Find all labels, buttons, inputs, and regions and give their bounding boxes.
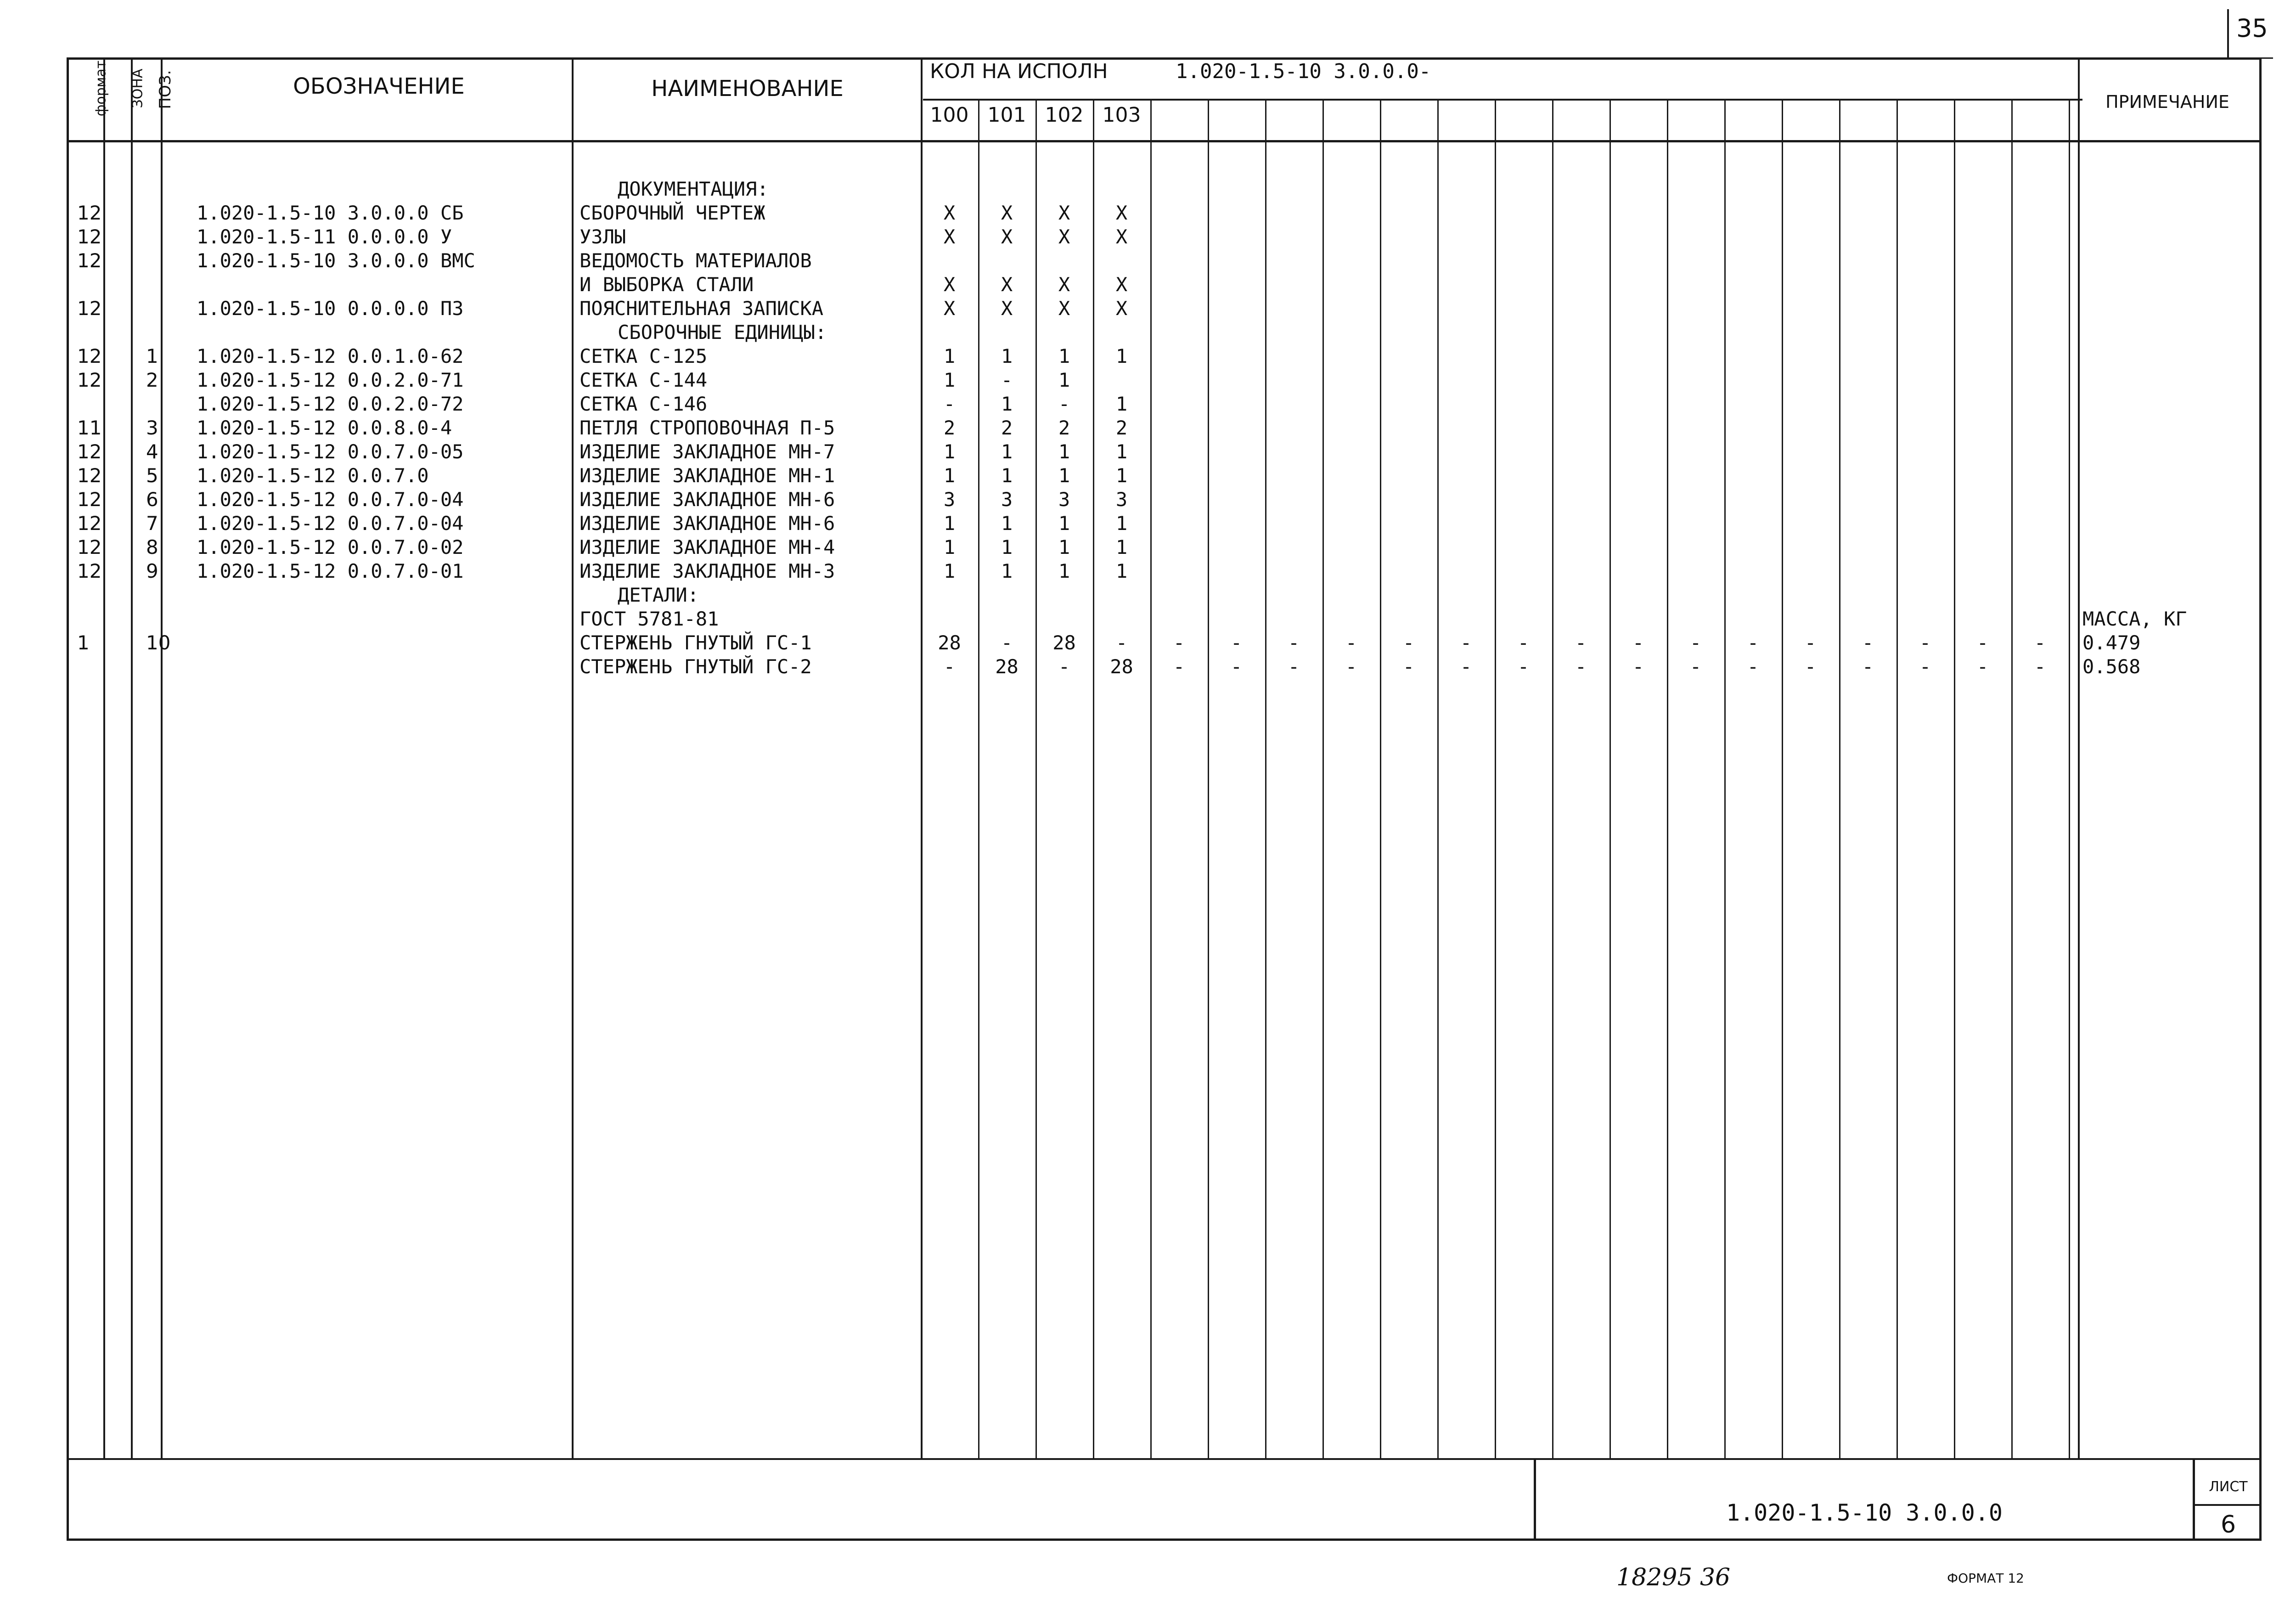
empty-dash-cell: -	[1517, 631, 1530, 654]
name-cell: СЕТКА С-144	[580, 369, 708, 391]
quantity-cell: 3	[1001, 488, 1013, 511]
empty-dash-cell: -	[1689, 631, 1702, 654]
quantity-cell: 3	[1115, 488, 1128, 511]
position-cell: 1	[146, 345, 158, 367]
corner-mark	[2227, 9, 2229, 60]
qty-subheader-line	[923, 99, 2082, 101]
quantity-cell: 1	[1058, 512, 1070, 535]
name-cell: СБОРОЧНЫЙ ЧЕРТЕЖ	[580, 202, 765, 224]
quantity-cell: 1	[943, 512, 956, 535]
sheet-label: ЛИСТ	[2209, 1479, 2248, 1495]
designation-cell: 1.020-1.5-12 0.0.7.0-05	[197, 440, 464, 463]
format-cell: 12	[77, 369, 102, 391]
empty-dash-cell: -	[1345, 655, 1357, 678]
empty-dash-cell: -	[1632, 631, 1644, 654]
quantity-cell: 2	[1115, 417, 1128, 439]
quantity-cell: X	[943, 297, 956, 320]
quantity-cell: X	[1115, 225, 1128, 248]
quantity-cell: X	[1001, 202, 1013, 224]
name-cell: ИЗДЕЛИЕ ЗАКЛАДНОЕ МН-1	[580, 464, 835, 487]
position-cell: 10	[146, 631, 171, 654]
quantity-cell: 28	[1110, 655, 1133, 678]
column-line	[161, 57, 163, 1458]
handwritten-number: 18295 36	[1616, 1564, 1731, 1591]
quantity-cell: 2	[943, 417, 956, 439]
quantity-cell: 1	[1115, 560, 1128, 582]
column-line	[1208, 99, 1209, 1458]
column-line	[1265, 99, 1266, 1458]
quantity-cell: X	[943, 273, 956, 296]
position-cell: 6	[146, 488, 158, 511]
empty-dash-cell: -	[1230, 631, 1243, 654]
empty-dash-cell: -	[1747, 655, 1759, 678]
qty-header: КОЛ НА ИСПОЛН	[930, 60, 1108, 83]
column-line	[1782, 99, 1783, 1458]
designation-cell: 1.020-1.5-12 0.0.7.0	[197, 464, 429, 487]
quantity-cell: 1	[1058, 464, 1070, 487]
quantity-cell: X	[943, 225, 956, 248]
quantity-cell: -	[1001, 369, 1013, 391]
quantity-cell: 1	[1115, 345, 1128, 367]
format-header: формат	[93, 60, 109, 117]
quantity-cell: 1	[1115, 536, 1128, 558]
column-line	[1495, 99, 1496, 1458]
empty-dash-cell: -	[1919, 655, 1931, 678]
quantity-cell: 2	[1001, 417, 1013, 439]
designation-cell: 1.020-1.5-12 0.0.7.0-04	[197, 488, 464, 511]
format-cell: 12	[77, 249, 102, 272]
title-block-code: 1.020-1.5-10 3.0.0.0	[1726, 1499, 2003, 1526]
quantity-cell: 1	[1058, 440, 1070, 463]
pos-header: ПОЗ.	[156, 70, 174, 109]
name-cell: ИЗДЕЛИЕ ЗАКЛАДНОЕ МН-3	[580, 560, 835, 582]
position-cell: 5	[146, 464, 158, 487]
column-line	[1322, 99, 1324, 1458]
quantity-cell: 1	[1115, 393, 1128, 415]
empty-dash-cell: -	[2034, 631, 2046, 654]
quantity-cell: 1	[943, 560, 956, 582]
empty-dash-cell: -	[1173, 631, 1185, 654]
quantity-cell: X	[1001, 297, 1013, 320]
designation-cell: 1.020-1.5-12 0.0.2.0-72	[197, 393, 464, 415]
format-cell: 1	[77, 631, 90, 654]
name-cell: ИЗДЕЛИЕ ЗАКЛАДНОЕ МН-6	[580, 488, 835, 511]
empty-dash-cell: -	[1976, 631, 1989, 654]
designation-cell: 1.020-1.5-10 3.0.0.0 ВМС	[197, 249, 475, 272]
variant-header: 101	[987, 103, 1026, 127]
name-cell: ПОЯСНИТЕЛЬНАЯ ЗАПИСКА	[580, 297, 824, 320]
frame-border	[67, 57, 2262, 1541]
empty-dash-cell: -	[1575, 631, 1587, 654]
quantity-cell: 1	[1001, 393, 1013, 415]
header-bottom-line	[67, 140, 2262, 142]
empty-dash-cell: -	[1230, 655, 1243, 678]
column-line	[1667, 99, 1668, 1458]
quantity-cell: 1	[1058, 536, 1070, 558]
empty-dash-cell: -	[1460, 655, 1472, 678]
designation-cell: 1.020-1.5-12 0.0.7.0-04	[197, 512, 464, 535]
quantity-cell: 1	[1001, 464, 1013, 487]
column-line	[131, 57, 133, 1458]
quantity-cell: -	[1115, 631, 1128, 654]
name-cell: УЗЛЫ	[580, 225, 626, 248]
empty-dash-cell: -	[1689, 655, 1702, 678]
empty-dash-cell: -	[1402, 631, 1415, 654]
designation-cell: 1.020-1.5-12 0.0.2.0-71	[197, 369, 464, 391]
empty-dash-cell: -	[1460, 631, 1472, 654]
position-cell: 4	[146, 440, 158, 463]
designation-cell: 1.020-1.5-12 0.0.8.0-4	[197, 417, 452, 439]
name-cell: ИЗДЕЛИЕ ЗАКЛАДНОЕ МН-4	[580, 536, 835, 558]
name-cell: ВЕДОМОСТЬ МАТЕРИАЛОВ	[580, 249, 812, 272]
empty-dash-cell: -	[1804, 631, 1817, 654]
quantity-cell: X	[1058, 225, 1070, 248]
quantity-cell: 1	[943, 345, 956, 367]
position-cell: 2	[146, 369, 158, 391]
quantity-cell: 3	[1058, 488, 1070, 511]
position-cell: 7	[146, 512, 158, 535]
format-cell: 12	[77, 225, 102, 248]
column-line	[2011, 99, 2013, 1458]
quantity-cell: X	[1058, 202, 1070, 224]
column-line	[1724, 99, 1726, 1458]
quantity-cell: 1	[943, 536, 956, 558]
column-line	[1552, 99, 1553, 1458]
column-line	[1437, 99, 1439, 1458]
note-header: ПРИМЕЧАНИЕ	[2105, 92, 2229, 112]
quantity-cell: 1	[1058, 345, 1070, 367]
format-cell: 12	[77, 202, 102, 224]
column-line	[1150, 99, 1152, 1458]
designation-header: ОБОЗНАЧЕНИЕ	[293, 73, 465, 99]
empty-dash-cell: -	[2034, 655, 2046, 678]
variant-header: 100	[930, 103, 969, 127]
quantity-cell: 1	[1058, 560, 1070, 582]
name-cell: И ВЫБОРКА СТАЛИ	[580, 273, 754, 296]
note-cell: 0.479	[2082, 631, 2141, 654]
corner-sheet-number: 35	[2236, 14, 2268, 43]
empty-dash-cell: -	[1862, 631, 1874, 654]
variant-header: 103	[1102, 103, 1141, 127]
name-cell: СЕТКА С-125	[580, 345, 708, 367]
quantity-cell: 28	[1052, 631, 1076, 654]
format-cell: 12	[77, 345, 102, 367]
quantity-cell: 1	[943, 440, 956, 463]
quantity-cell: X	[943, 202, 956, 224]
quantity-cell: -	[1058, 655, 1070, 678]
position-cell: 9	[146, 560, 158, 582]
empty-dash-cell: -	[1632, 655, 1644, 678]
format-cell: 12	[77, 512, 102, 535]
position-cell: 3	[146, 417, 158, 439]
title-block-line	[2193, 1504, 2262, 1506]
format-cell: 12	[77, 464, 102, 487]
quantity-cell: -	[943, 393, 956, 415]
quantity-cell: 3	[943, 488, 956, 511]
empty-dash-cell: -	[1862, 655, 1874, 678]
quantity-cell: 1	[1115, 464, 1128, 487]
quantity-cell: 1	[1115, 512, 1128, 535]
note-cell: 0.568	[2082, 655, 2141, 678]
column-line	[572, 57, 574, 1458]
note-column-line	[2078, 57, 2080, 1458]
designation-cell: 1.020-1.5-12 0.0.7.0-01	[197, 560, 464, 582]
quantity-cell: X	[1058, 297, 1070, 320]
variant-header: 102	[1045, 103, 1084, 127]
note-cell: МАССА, КГ	[2082, 608, 2187, 630]
empty-dash-cell: -	[1976, 655, 1989, 678]
position-cell: 8	[146, 536, 158, 558]
name-cell: ПЕТЛЯ СТРОПОВОЧНАЯ П-5	[580, 417, 835, 439]
format-cell: 12	[77, 488, 102, 511]
quantity-cell: 1	[1001, 440, 1013, 463]
column-line	[1896, 99, 1898, 1458]
name-cell: ГОСТ 5781-81	[580, 608, 719, 630]
designation-cell: 1.020-1.5-10 0.0.0.0 ПЗ	[197, 297, 464, 320]
empty-dash-cell: -	[1919, 631, 1931, 654]
empty-dash-cell: -	[1747, 631, 1759, 654]
section-heading: ДОКУМЕНТАЦИЯ:	[618, 178, 769, 200]
empty-dash-cell: -	[1173, 655, 1185, 678]
quantity-cell: X	[1058, 273, 1070, 296]
column-line	[103, 57, 105, 1458]
designation-cell: 1.020-1.5-11 0.0.0.0 У	[197, 225, 452, 248]
format-cell: 12	[77, 560, 102, 582]
quantity-cell: -	[1001, 631, 1013, 654]
sheet-number: 6	[2220, 1511, 2236, 1538]
quantity-cell: X	[1115, 297, 1128, 320]
column-line	[1839, 99, 1840, 1458]
quantity-cell: X	[1115, 202, 1128, 224]
zone-header: ЗОНА	[129, 68, 146, 108]
format-cell: 12	[77, 536, 102, 558]
quantity-cell: 1	[1115, 440, 1128, 463]
quantity-cell: 28	[938, 631, 961, 654]
quantity-cell: 1	[943, 464, 956, 487]
empty-dash-cell: -	[1288, 655, 1300, 678]
quantity-cell: X	[1115, 273, 1128, 296]
empty-dash-cell: -	[1288, 631, 1300, 654]
quantity-cell: 1	[1058, 369, 1070, 391]
quantity-cell: 1	[1001, 512, 1013, 535]
quantity-cell: 28	[995, 655, 1019, 678]
name-cell: СТЕРЖЕНЬ ГНУТЫЙ ГС-2	[580, 655, 812, 678]
empty-dash-cell: -	[1575, 655, 1587, 678]
quantity-cell: 1	[1001, 560, 1013, 582]
column-line	[921, 57, 923, 1458]
quantity-cell: -	[943, 655, 956, 678]
name-cell: СЕТКА С-146	[580, 393, 708, 415]
quantity-cell: 2	[1058, 417, 1070, 439]
name-header: НАИМЕНОВАНИЕ	[651, 76, 844, 101]
section-heading: ДЕТАЛИ:	[618, 584, 699, 606]
quantity-cell: X	[1001, 225, 1013, 248]
designation-cell: 1.020-1.5-12 0.0.1.0-62	[197, 345, 464, 367]
section-heading: СБОРОЧНЫЕ ЕДИНИЦЫ:	[618, 321, 827, 344]
designation-cell: 1.020-1.5-12 0.0.7.0-02	[197, 536, 464, 558]
quantity-cell: -	[1058, 393, 1070, 415]
qty-code-header: 1.020-1.5-10 3.0.0.0-	[1176, 60, 1431, 83]
empty-dash-cell: -	[1804, 655, 1817, 678]
quantity-cell: 1	[1001, 345, 1013, 367]
empty-dash-cell: -	[1345, 631, 1357, 654]
table-bottom-line	[67, 1458, 2262, 1460]
column-line	[1380, 99, 1381, 1458]
format-cell: 12	[77, 297, 102, 320]
format-label: ФОРМАТ 12	[1947, 1571, 2024, 1586]
format-cell: 11	[77, 417, 102, 439]
quantity-cell: 1	[943, 369, 956, 391]
designation-cell: 1.020-1.5-10 3.0.0.0 СБ	[197, 202, 464, 224]
empty-dash-cell: -	[1402, 655, 1415, 678]
column-line	[1609, 99, 1611, 1458]
quantity-cell: 1	[1001, 536, 1013, 558]
format-cell: 12	[77, 440, 102, 463]
name-cell: ИЗДЕЛИЕ ЗАКЛАДНОЕ МН-7	[580, 440, 835, 463]
column-line	[2069, 99, 2070, 1458]
name-cell: ИЗДЕЛИЕ ЗАКЛАДНОЕ МН-6	[580, 512, 835, 535]
empty-dash-cell: -	[1517, 655, 1530, 678]
name-cell: СТЕРЖЕНЬ ГНУТЫЙ ГС-1	[580, 631, 812, 654]
quantity-cell: X	[1001, 273, 1013, 296]
column-line	[1954, 99, 1955, 1458]
